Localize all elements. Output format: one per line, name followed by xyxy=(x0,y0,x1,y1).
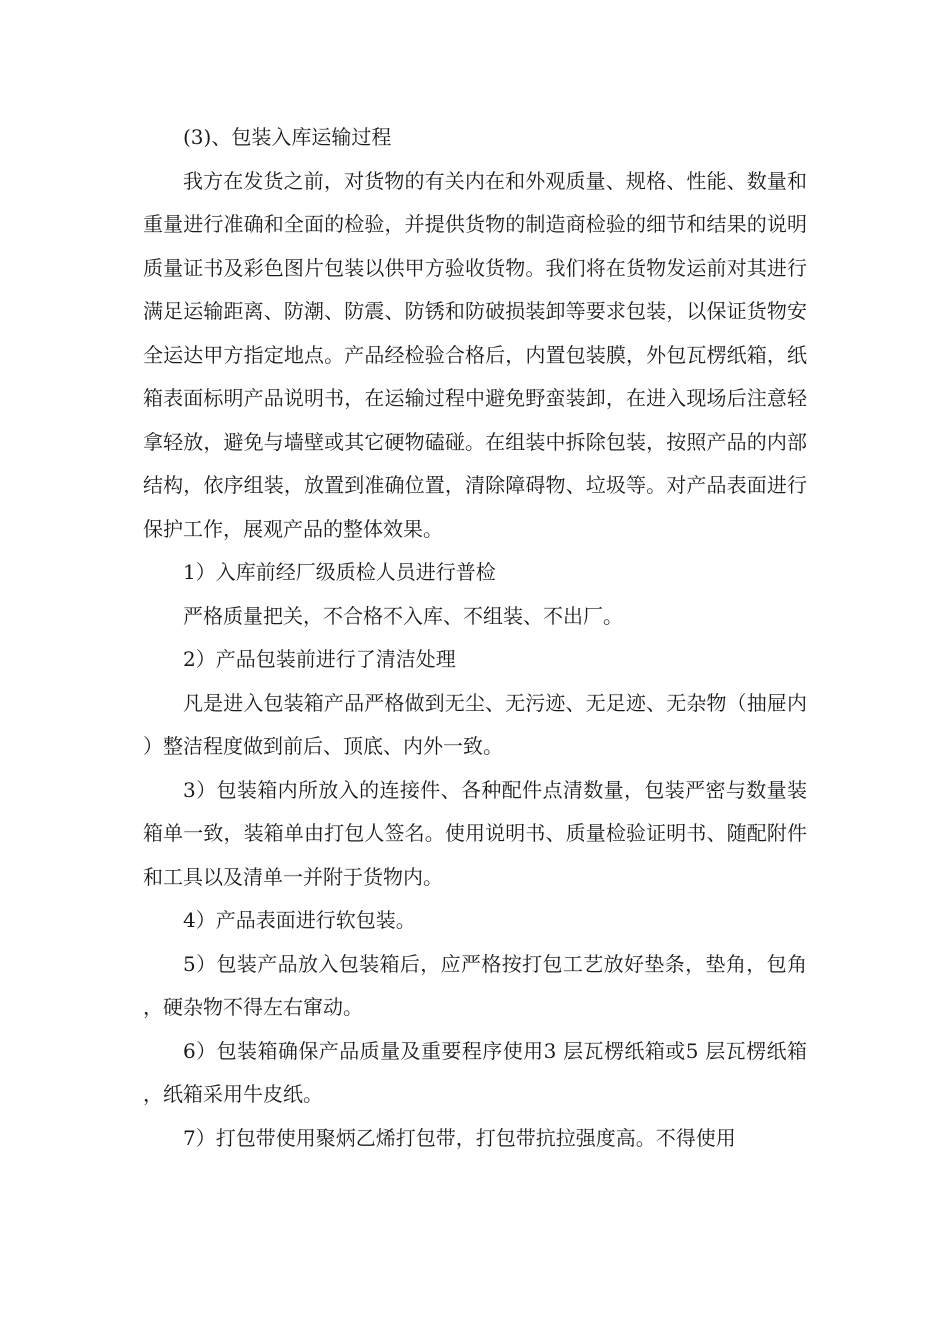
section-heading: (3)、包装入库运输过程 xyxy=(183,125,392,149)
item-7-paragraph: 7）打包带使用聚炳乙烯打包带，打包带抗拉强度高。不得使用 xyxy=(183,1125,736,1150)
item-6-paragraph: 6）包装箱确保产品质量及重要程序使用3 层瓦楞纸箱或5 层瓦楞纸箱，纸箱采用牛皮纸。 xyxy=(143,1038,807,1106)
item-3-paragraph: 3）包装箱内所放入的连接件、各种配件点清数量，包装严密与数量装箱单一致，装箱单由打包人签名。使用说明书、质量检验证明书、随配附件和工具以及清单一并附于货物内。 xyxy=(143,777,807,889)
item-1-detail: 严格质量把关，不合格不入库、不组装、不出厂。 xyxy=(183,603,623,628)
document-body xyxy=(143,116,807,1160)
item-2-heading: 2）产品包装前进行了清洁处理 xyxy=(183,647,456,671)
item-5-paragraph: 5）包装产品放入包装箱后，应严格按打包工艺放好垫条，垫角，包角，硬杂物不得左右窜动。 xyxy=(143,951,807,1019)
item-1-heading: 1）入库前经厂级质检人员进行普检 xyxy=(183,560,496,584)
item-4-paragraph: 4）产品表面进行软包装。 xyxy=(183,908,416,932)
item-2-detail: 凡是进入包装箱产品严格做到无尘、无污迹、无足迹、无杂物（抽屉内）整洁程度做到前后、顶底、内外一致。 xyxy=(143,690,807,758)
intro-paragraph: 我方在发货之前，对货物的有关内在和外观质量、规格、性能、数量和重量进行准确和全面的检验，并提供货物的制造商检验的细节和结果的说明质量证书及彩色图片包装以供甲方验收货物。我们将在货物发运前对其进行满足运输距离、防潮、防震、防锈和防破损装卸等要求包装，以保证货物安全运达甲方指定地点。产品经检验合格后，内置包装膜，外包瓦楞纸箱，纸箱表面标明产品说明书，在运输过程中避免野蛮装卸，在进入现场后注意轻拿轻放，避免与墙壁或其它硬物磕碰。在组装中拆除包装，按照产品的内部结构，依序组装，放置到准确位置，清除障碍物、垃圾等。对产品表面进行保护工作，展观产品的整体效果。 xyxy=(143,168,807,541)
